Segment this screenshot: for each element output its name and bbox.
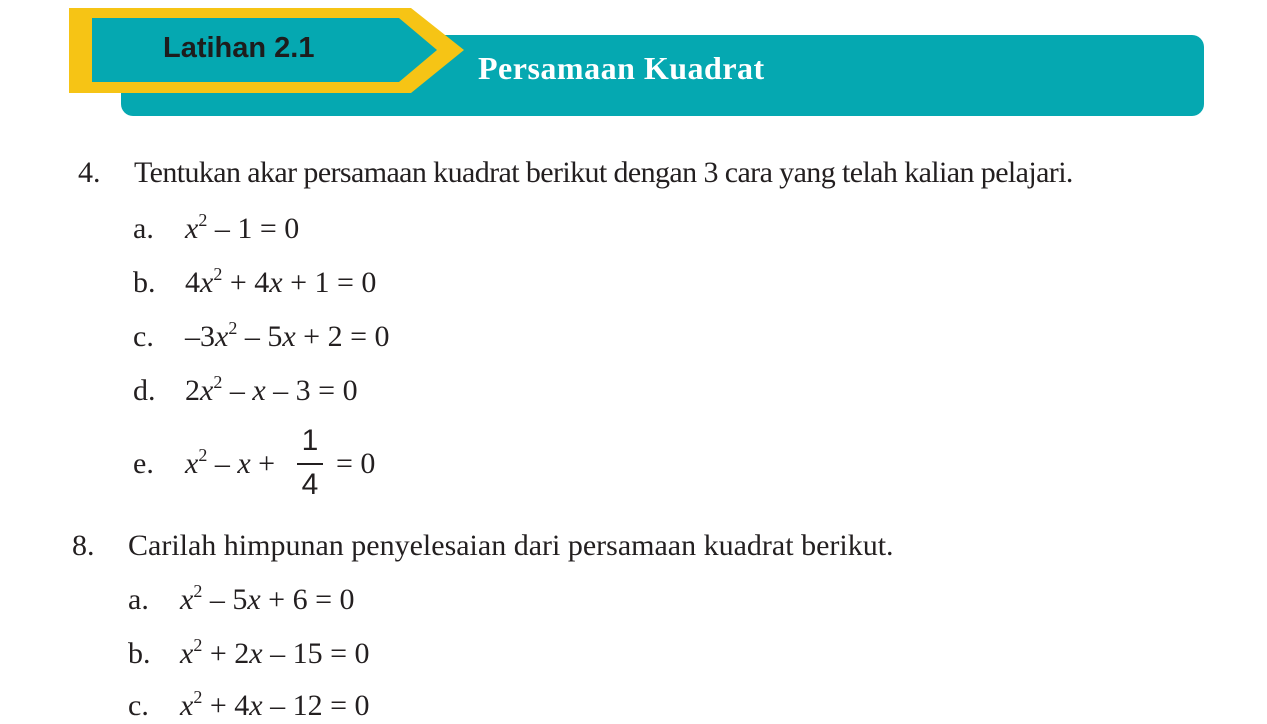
item-label: b.: [133, 266, 156, 299]
question-number: 8.: [72, 529, 95, 562]
item-label: a.: [128, 583, 149, 616]
banner-title: Persamaan Kuadrat: [478, 50, 765, 86]
fraction-denominator: 4: [301, 468, 319, 501]
question-8: [72, 528, 894, 564]
item-4c: [133, 318, 390, 355]
fraction-bar: [297, 463, 323, 465]
item-8b: [128, 635, 370, 672]
question-number: 4.: [78, 156, 101, 189]
item-4e: [133, 445, 376, 482]
equation: $x^2 - 5x + 6 = 0$: [180, 581, 355, 616]
item-label: d.: [133, 374, 156, 407]
item-4a: [133, 210, 300, 247]
equation-right: = 0: [336, 447, 376, 480]
item-label: c.: [133, 320, 154, 353]
item-label: e.: [133, 447, 154, 480]
equation-left: $x^2$ – x +: [185, 445, 276, 480]
item-8a: [128, 581, 355, 618]
question-text: Tentukan akar persamaan kuadrat berikut dengan 3 cara yang telah kalian pelajari.: [134, 156, 1073, 189]
equation: $4x^2 + 4x + 1 = 0$: [185, 264, 377, 299]
equation: $x^2 + 2x - 15 = 0$: [180, 635, 370, 670]
item-4b: [133, 264, 377, 301]
fraction-numerator: 1: [301, 424, 319, 457]
item-label: b.: [128, 637, 151, 670]
question-4: [78, 155, 1073, 191]
equation: $x^2 - 1 = 0$: [185, 210, 300, 245]
item-label: c.: [128, 689, 149, 722]
item-label: a.: [133, 212, 154, 245]
question-text: Carilah himpunan penyelesaian dari persamaan kuadrat berikut.: [128, 529, 894, 562]
equation: $2x^2 - x - 3 = 0$: [185, 372, 358, 407]
equation: $-3x^2 - 5x + 2 = 0$: [185, 318, 390, 353]
item-8c: [128, 687, 370, 724]
equation: $x^2 + 4x - 12 = 0$: [180, 687, 370, 722]
item-4d: [133, 372, 358, 409]
latihan-label: Latihan 2.1: [163, 32, 315, 64]
